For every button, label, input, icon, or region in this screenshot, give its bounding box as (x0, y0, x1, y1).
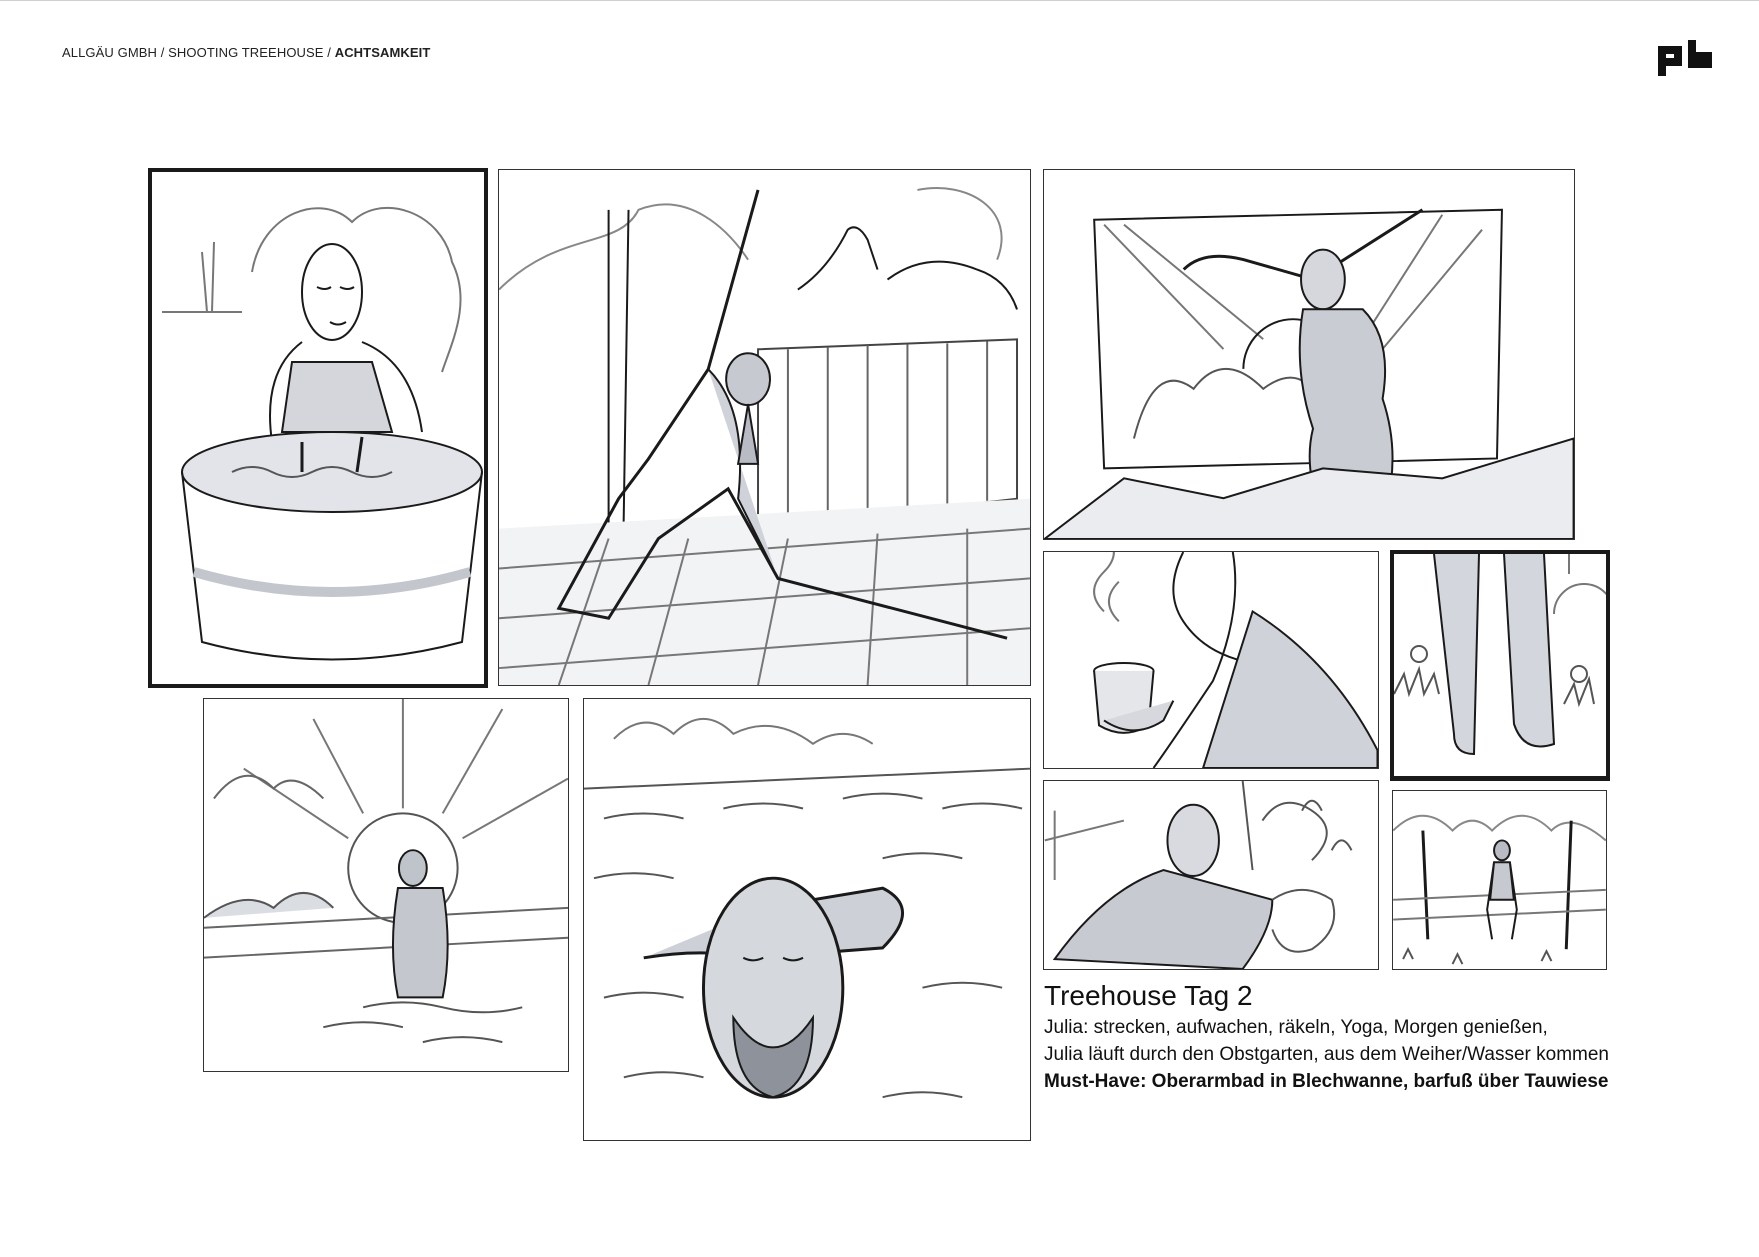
panel-barefoot-dew-meadow (1390, 550, 1610, 781)
sketch-coffee (1044, 552, 1378, 768)
panel-window-stretch (1043, 169, 1575, 540)
caption-title: Treehouse Tag 2 (1044, 980, 1253, 1011)
pb-logo (1658, 40, 1712, 76)
panel-walking-orchard (1392, 790, 1607, 970)
caption-line-2: Julia läuft durch den Obstgarten, aus dem Weiher/Wasser kommen (1044, 1044, 1609, 1065)
sketch-barefoot (1394, 554, 1606, 777)
panel-floating-water (583, 698, 1031, 1141)
panel-coffee-cup (1043, 551, 1379, 769)
top-divider (0, 0, 1759, 1)
sketch-sunrise-pond (204, 699, 568, 1071)
caption-must-have: Must-Have: Oberarmbad in Blechwanne, barfuß über Tauwiese (1044, 1071, 1609, 1092)
breadcrumb-path: ALLGÄU GMBH / SHOOTING TREEHOUSE / (62, 45, 335, 60)
panel-orchard-picking (1043, 780, 1379, 970)
sketch-arm-bath (152, 172, 484, 684)
panel-sunrise-pond (203, 698, 569, 1072)
storyboard-caption (1044, 978, 1684, 1096)
sketch-yoga (499, 170, 1030, 685)
caption-line-1: Julia: strecken, aufwachen, räkeln, Yoga, Morgen genießen, (1044, 1017, 1548, 1038)
sketch-walking-orchard (1393, 791, 1606, 969)
panel-arm-bath-tub (148, 168, 488, 688)
sketch-window-stretch (1044, 170, 1574, 539)
sketch-floating (584, 699, 1030, 1140)
breadcrumb-current: ACHTSAMKEIT (334, 45, 431, 60)
panel-yoga-horses (498, 169, 1031, 686)
sketch-orchard-picking (1044, 781, 1378, 969)
breadcrumb (62, 45, 430, 60)
